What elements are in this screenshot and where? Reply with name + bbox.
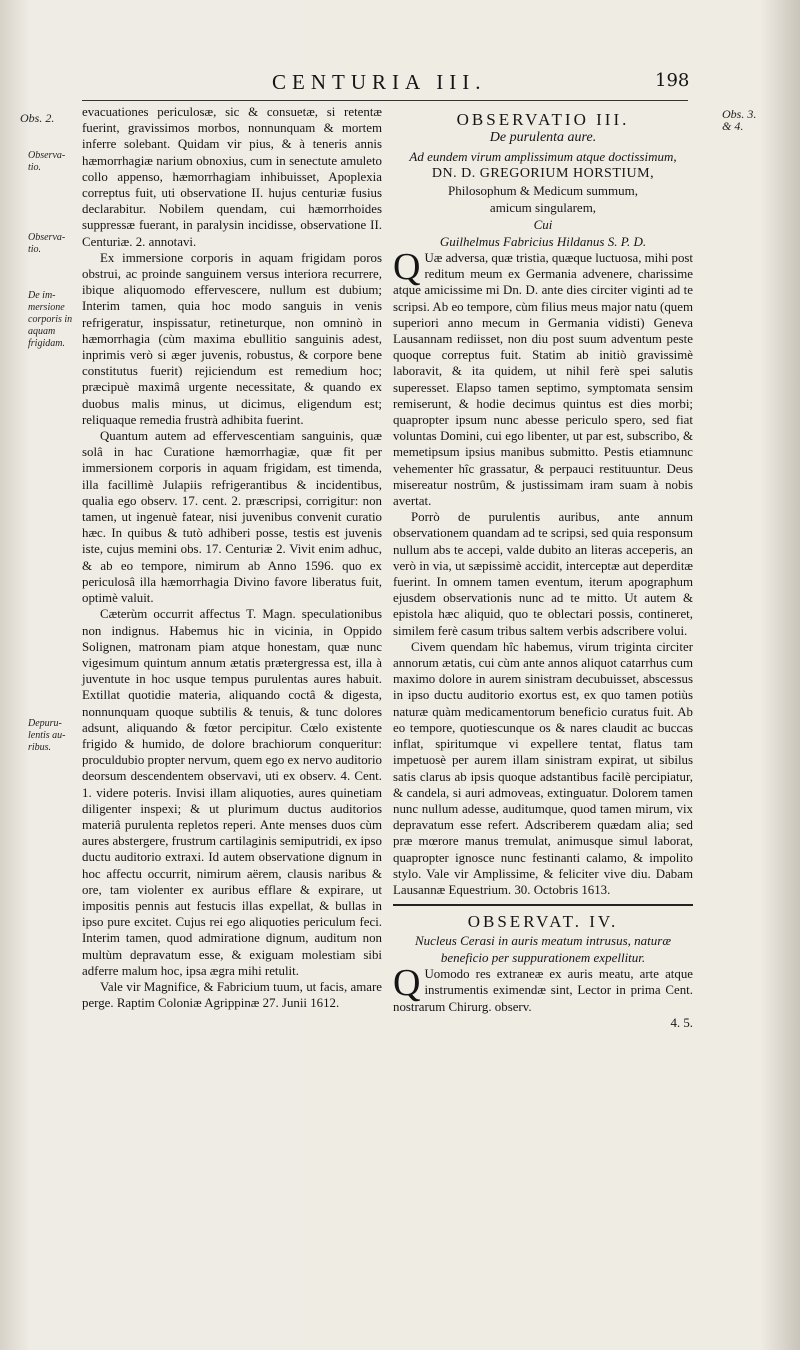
observatio-3-paragraph-2: Porrò de purulentis auribus, ante annum observationem quandam ad te scripsi, sed quia responsum nullum abs te accepi, valde dubito an literas acceperis, an verò in via, ut sæpissimè accidit, interceptæ aut deperditæ fuerint. In omnem tamen eventum, iterum apographum ejusdem observationis nunc ad te mitto. Ut autem & epistola hæc aliquid, quo te oblectari possis, contineret, similem ferè casum tribus saltem verbis adscribere volui. — [393, 510, 693, 638]
observatio-4-subtitle: Nucleus Cerasi in auris meatum intrusus, naturæ beneficio per suppurationem expellitur. — [414, 933, 672, 966]
page-header — [0, 70, 800, 100]
margin-note-observatio-1: Observa-tio. — [28, 150, 66, 173]
page-number: 198 — [655, 70, 690, 91]
paragraph-evacuationes: evacuationes periculosæ, sic & consuetæ, si retentæ fuerint, gravissimos morbos, nonnunquam & mortem inferre solebant. Quidam vir pius, & à teneris annis hæmorrhagiæ narium obnoxius, cum in senectute amuleto collo appenso, hæmorrhagiam inhibuisset, Apoplexia correptus fuit, uti observatione II. hujus centuriæ fusius declarabitur. Nobilem quendam, cui hæmorrhoides suppressæ fuerant, in paralysin incidisse, observatione II. Centuriæ. 2. annotavi. — [82, 105, 382, 249]
margin-note-obs2: Obs. 2. — [20, 111, 55, 125]
catchword: 4. 5. — [670, 1015, 693, 1030]
drop-cap: Q — [393, 962, 421, 1005]
dedication-title: Philosophum & Medicum summum, — [448, 183, 638, 198]
left-column — [82, 104, 382, 1011]
observatio-3-paragraph-1-text: Uæ adversa, quæ tristia, quæque luctuosa, mihi post reditum meum ex Germania advenere, charissime atque amicissime mi Dn. D. ante dies circiter viginti ad te scripsi. Ab eo tempore, cùm filius meus major natu (quem superiori anno mecum in Germania vidisti) Geneva Lausannam rediisset, non diu post suum adventum peste quoque correptus fuit. Statim ab initiò gravissimè laboravit, & ita quidem, ut nihil ferè spei salutis superesset. Elapso tamen septimo, symptomata sensim remiserunt, & hodie decimus quintus est dies morbi; quapropter ipsum nunc abesse periculo spero, sed fiat voluntas Domini, cui ego libenter, ut par est, subscribo, & memetipsum ipsius manibus submitto. Pestis etiamnunc vehementer hîc grassatur, & perpauci restituuntur. Deus misereatur nostrûm, & justissimam iram suam à nobis avertat. — [393, 251, 693, 509]
header-rule — [82, 100, 688, 101]
dedication-recipient: DN. D. GREGORIUM HORSTIUM, — [431, 166, 655, 181]
observatio-4-title: OBSERVAT. IV. — [467, 912, 619, 932]
running-title: CENTURIA III. — [272, 70, 487, 94]
paragraph-effervescentia: Quantum autem ad effervescentiam sanguinis, quæ solâ in hac Curatione hæmorrhagiæ, quæ fit per immersionem corporis in aquam frigidam, est timenda, illa facillimè Julapiis refrigerantibus & incidentibus, qualia ego observ. 17. cent. 2. præscripsi, corrigitur: non tamen, ut ingenuè fatear, nisi juvenibus convenit curatio hæc. In quibus & tutò adhiberi posse, testis est juvenis iste, cujus memini obs. 17. Centuriæ 2. Vivit enim adhuc, & ab eo tempore, nimirum ab Anno 1596. quo ex periculosâ illa hæmorrhagia Divino favore liberatus fuit, optimè valuit. — [82, 429, 382, 606]
observatio-3-paragraph-1 — [393, 246, 693, 509]
dedication-sender: Guilhelmus Fabricius Hildanus S. P. D. — [439, 234, 647, 249]
section-rule — [393, 904, 693, 906]
observatio-3-title: OBSERVATIO III. — [456, 110, 630, 129]
paragraph-immersione: Ex immersione corporis in aquam frigidam poros obstrui, ac proinde sanguinem versus interiora recurrere, ibique aliquomodo effervescere, nullum est dubium; Interim tamen, quia hoc modo sanguis in venis refrigeratur, inspissatur, retineturque, non omninò in hæmorrhagia (cùm maxima ebullitio sanguinis adest, inprimis verò si æger juvenis, robustus, & corpore bene constitutus fuerit) rejiciendum est remedium hoc; præcipuè maximâ urgente necessitate, & quando ex duobus malis minus, ut dicimus, eligendum est; reliquaque remedia frustrà adhibita fuerint. — [82, 250, 382, 427]
margin-note-obs3-4: Obs. 3. & 4. — [722, 107, 757, 133]
drop-cap: Q — [393, 246, 421, 288]
dedication-cui: Cui — [533, 217, 553, 232]
observatio-3-paragraph-3: Civem quendam hîc habemus, virum triginta circiter annorum ætatis, cui cùm ante annos aliquot catarrhus cum maximo dolore in aurem sinistram decubuisset, abscessus in ipso ductu auditorio exortus est, ex quo tamen potiùs naturæ quàm medicamentorum beneficio curatus fuit. Ab eo tempore, quotiescunque os & nares claudit ac buccas inflat, spiritumque vi expellere tentat, flatus tam impetuosè per aurem illam sinistram expirat, ut sibilus satis clarus ab ipsis quoque adstantibus facilè percipiatur, & candela, si auri admoveas, extinguatur. Dolorem tamen nunc nullum adesse, auditumque, quod tamen mirum, vix depravatum esse refert. Adscriberem quædam alia; sed præ mœrore manus tremulat, animusque simul laborat, quapropter ignosce nunc festinanti calamo, & impolito stylo. Vale vir Amplissime, & feliciter vive diu. Dabam Lausannæ Equestrium. 30. Octobris 1613. — [393, 639, 693, 897]
dedication-line: Ad eundem virum amplissimum atque doctissimum, — [409, 149, 677, 164]
dedication-friend: amicum singularem, — [489, 200, 597, 215]
paragraph-affectus: Cæterùm occurrit affectus T. Magn. speculationibus non indignus. Habemus hic in vicinia, in Oppido Solignen, matronam piam atque honestam, quæ nunc vigesimum quintum annum ætatis prætergressa est, illa à juventute in hoc usque tempus purulentas aures habuit. Extillat quotidie materia, aliquando coctâ & digesta, nonnunquam quoque subtilis & tenuis, & tunc dolores adsunt, aliquando & fœtor percipitur. Cœlo existente frigido & humido, de dolore brachiorum conqueritur: proculdubio propter nervum, quem ego ex nervo auditorio deorsum descendentem observavi, uti ex observ. 4. Cent. 1. videre poteris. Invisi illam aliquoties, aures quinetiam diligenter inspexi; & ut plurimum ductus auditorios materiâ purulenta repletos reperi. Ante menses duos cùm aures abstergere, frustrum cartilaginis semiputridi, ex ipso ductu auditorio extraxi. Id autem observatione dignum in hoc affectu occurrit, nimirum aërem, clausis naribus & ore, tam violenter ex auribus efflare & expirare, ut impositis pennis aut festucis illas expellat, & bullas in ipso pure excitet. Cujus rei ego aliquoties periculum feci. Interim tamen, quod admiratione dignum, auditum non multùm depravatum esse, & exiguam molestiam sibi adferre malum hoc, ipsa ægra mihi retulit. — [82, 607, 382, 978]
margin-note-observatio-2: Observa-tio. — [28, 232, 66, 255]
observatio-3-subtitle: De purulenta aure. — [489, 130, 597, 145]
margin-note-immersione: De im-mersione corporis in aquam frigidam. — [28, 290, 73, 349]
right-column — [393, 104, 693, 1031]
observatio-4-paragraph-text: Uomodo res extraneæ ex auris meatu, arte atque instrumentis eximendæ sint, Lector in prima Cent. nostrarum Chirurg. observ. — [393, 967, 693, 1014]
observatio-4-paragraph — [393, 962, 693, 1015]
closing-salutation: Vale vir Magnifice, & Fabricium tuum, ut facis, amare perge. Raptim Coloniæ Agrippinæ 27. Junii 1612. — [82, 979, 382, 1011]
margin-note-purulentis: Depuru-lentis au-ribus. — [28, 718, 66, 753]
